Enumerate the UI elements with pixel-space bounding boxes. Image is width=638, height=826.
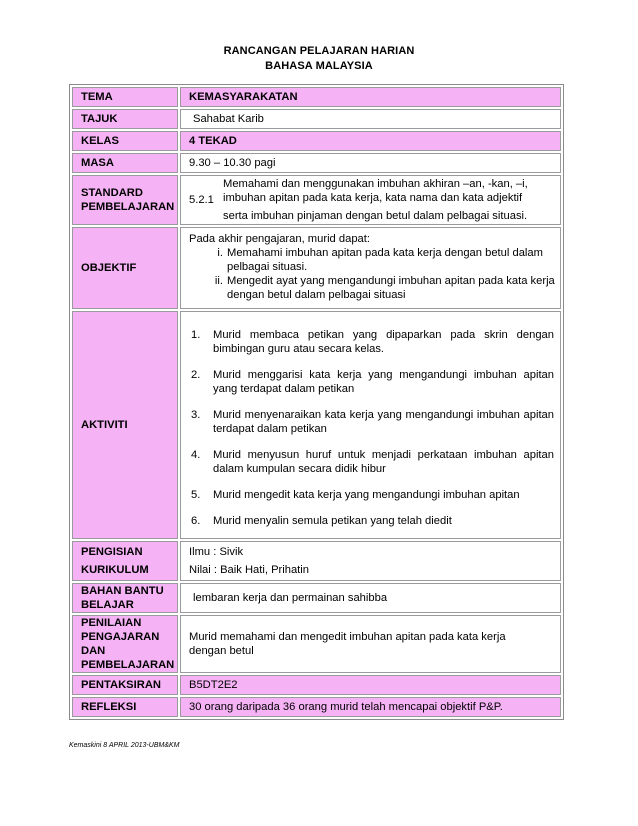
list-item: ii. Mengedit ayat yang mengandungi imbuhan apitan pada kata kerja dengan betul dalam pelbagai situasi — [214, 275, 555, 301]
lesson-plan-table — [69, 84, 564, 720]
pengisian-line: Ilmu : Sivik — [189, 546, 244, 558]
document-subtitle: BAHASA MALAYSIA — [265, 60, 373, 72]
list-item: 2. Murid menggarisi kata kerja yang mengandungi imbuhan apitan yang terdapat dalam petikan — [191, 369, 554, 395]
standard-text-line: serta imbuhan pinjaman dengan betul dalam pelbagai situasi. — [223, 210, 528, 222]
value-masa: 9.30 – 10.30 pagi — [180, 153, 561, 173]
objektif-intro: Pada akhir pengajaran, murid dapat: — [189, 233, 370, 245]
standard-text-line: Memahami dan menggunakan imbuhan akhiran –an, -kan, –i, — [223, 178, 528, 190]
penilaian-line: Murid memahami dan mengedit imbuhan apitan pada kata kerja — [189, 631, 506, 643]
value-pentaksiran: B5DT2E2 — [180, 675, 561, 695]
row-refleksi — [72, 697, 561, 717]
label-pengisian-kurikulum — [72, 541, 178, 581]
label-line: PENILAIAN — [81, 617, 142, 629]
label-line: PEMBELAJARAN — [81, 659, 175, 671]
row-masa — [72, 153, 561, 173]
value-tema: KEMASYARAKATAN — [180, 87, 561, 107]
label-line: PENGISIAN — [81, 546, 143, 558]
standard-code: 5.2.1 — [189, 194, 214, 206]
label-line: STANDARD — [81, 187, 143, 199]
document-title: RANCANGAN PELAJARAN HARIAN — [223, 45, 415, 57]
label-standard-pembelajaran — [72, 175, 178, 225]
row-standard — [72, 175, 561, 225]
list-item: 5. Murid mengedit kata kerja yang mengandungi imbuhan apitan — [191, 489, 520, 501]
label-masa: MASA — [72, 153, 178, 173]
value-bahan-bantu-belajar: lembaran kerja dan permainan sahibba — [180, 583, 561, 613]
label-line: DAN — [81, 645, 106, 657]
label-line: BAHAN BANTU — [81, 585, 164, 597]
value-pengisian-kurikulum — [180, 541, 561, 581]
label-aktiviti: AKTIVITI — [72, 311, 178, 539]
penilaian-line: dengan betul — [189, 645, 254, 657]
label-bahan-bantu-belajar — [72, 583, 178, 613]
list-item: i. Memahami imbuhan apitan pada kata kerja dengan betul dalam pelbagai situasi. — [217, 247, 543, 273]
row-pengisian — [72, 541, 561, 581]
row-kelas — [72, 131, 561, 151]
label-objektif: OBJEKTIF — [72, 227, 178, 309]
label-tajuk: TAJUK — [72, 109, 178, 129]
label-refleksi: REFLEKSI — [72, 697, 178, 717]
label-line: PEMBELAJARAN — [81, 201, 175, 213]
value-kelas: 4 TEKAD — [180, 131, 561, 151]
list-item: 6. Murid menyalin semula petikan yang telah diedit — [191, 515, 452, 527]
value-refleksi: 30 orang daripada 36 orang murid telah mencapai objektif P&P. — [180, 697, 561, 717]
value-aktiviti — [180, 311, 561, 539]
value-standard-pembelajaran — [180, 175, 561, 225]
value-penilaian — [180, 615, 561, 673]
aktiviti-list — [189, 328, 560, 528]
list-item: 4. Murid menyusun huruf untuk menjadi perkataan imbuhan apitan dalam kumpulan secara didik hibur — [191, 449, 554, 475]
value-tajuk: Sahabat Karib — [180, 109, 561, 129]
label-penilaian — [72, 615, 178, 673]
row-pentaksiran — [72, 675, 561, 695]
label-line: BELAJAR — [81, 599, 134, 611]
label-tema: TEMA — [72, 87, 178, 107]
objektif-list — [189, 246, 560, 302]
row-tema — [72, 87, 561, 107]
footer-note: Kemaskini 8 APRIL 2013-UBM&KM — [69, 742, 180, 749]
label-kelas: KELAS — [72, 131, 178, 151]
row-tajuk — [72, 109, 561, 129]
pengisian-line: Nilai : Baik Hati, Prihatin — [189, 564, 309, 576]
row-penilaian — [72, 615, 561, 673]
row-bahan — [72, 583, 561, 613]
value-objektif — [180, 227, 561, 309]
row-objektif — [72, 227, 561, 309]
label-line: KURIKULUM — [81, 564, 149, 576]
list-item: 3. Murid menyenaraikan kata kerja yang mengandungi imbuhan apitan terdapat dalam petikan — [191, 409, 554, 435]
label-line: PENGAJARAN — [81, 631, 160, 643]
standard-text-line: imbuhan apitan pada kata kerja, kata nama dan kata adjektif — [223, 192, 523, 204]
row-aktiviti — [72, 311, 561, 539]
list-item: 1. Murid membaca petikan yang dipaparkan pada skrin dengan bimbingan guru atau secara kelas. — [191, 329, 554, 355]
label-pentaksiran: PENTAKSIRAN — [72, 675, 178, 695]
